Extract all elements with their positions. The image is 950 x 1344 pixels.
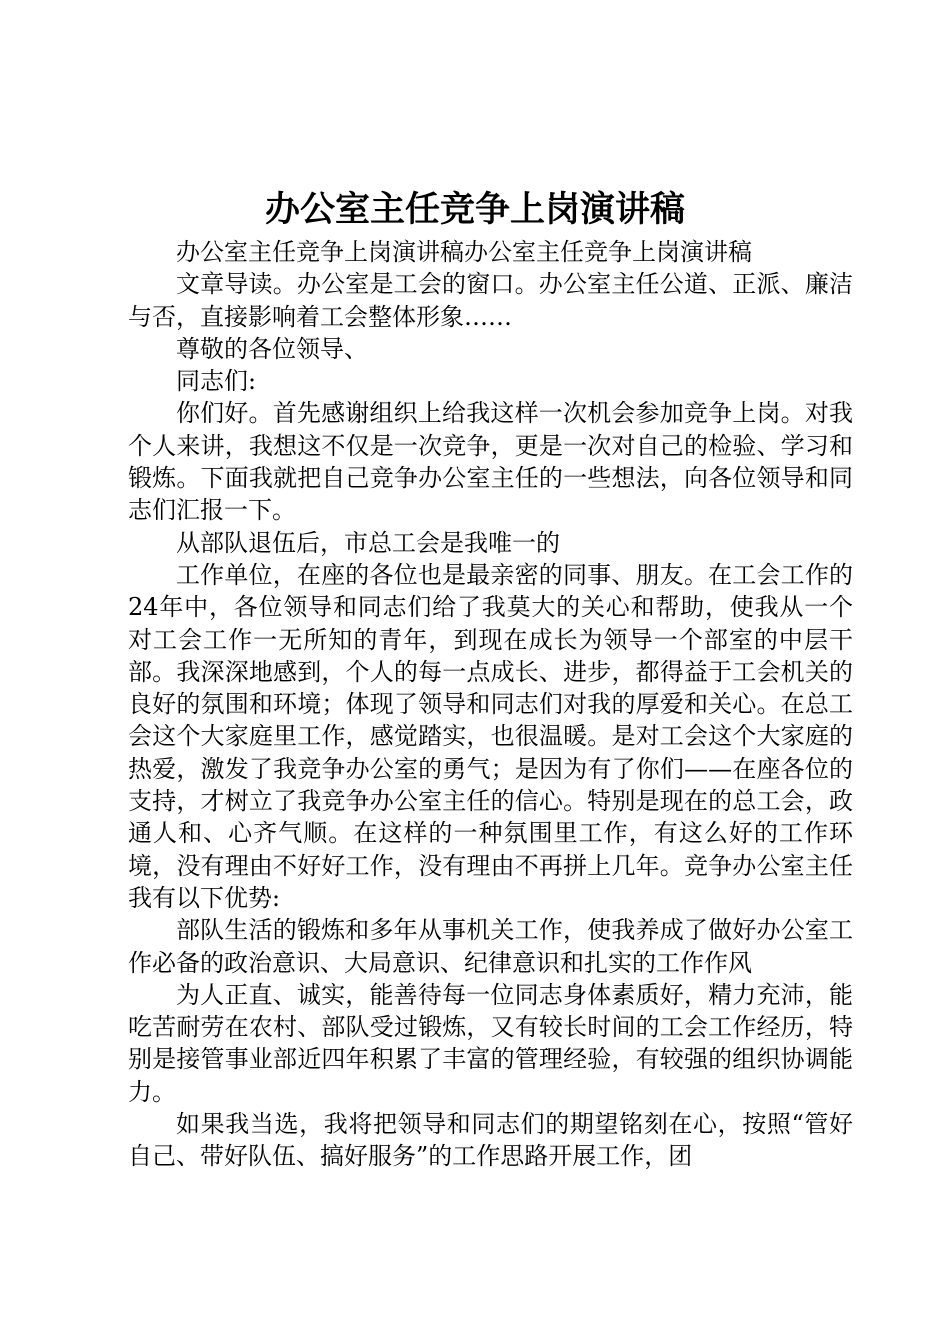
paragraph-pledge: 如果我当选，我将把领导和同志们的期望铭刻在心，按照“管好自己、带好队伍、搞好服务”的工作思路开展工作，团 (128, 1110, 853, 1171)
paragraph-salutation-2: 同志们: (176, 367, 257, 396)
paragraph-advantage-2: 为人正直、诚实，能善待每一位同志身体素质好，精力充沛，能吃苦耐劳在农村、部队受过锻炼，又有较长时间的工会工作经历，特别是接管事业部近四年积累了丰富的管理经验，有较强的组织协调能力。 (128, 980, 853, 1106)
paragraph-advantage-1: 部队生活的锻炼和多年从事机关工作，使我养成了做好办公室工作必备的政治意识、大局意识、纪律意识和扎实的工作作风 (128, 916, 853, 977)
paragraph-background: 从部队退伍后，市总工会是我唯一的 (176, 528, 560, 557)
paragraph-intro: 文章导读。办公室是工会的窗口。办公室主任公道、正派、廉洁与否，直接影响着工会整体形象…… (128, 270, 853, 331)
paragraph-greeting: 你们好。首先感谢组织上给我这样一次机会参加竞争上岗。对我个人来讲，我想这不仅是一次竞争，更是一次对自己的检验、学习和锻炼。下面我就把自己竞争办公室主任的一些想法，向各位领导和同志们汇报一下。 (128, 399, 853, 525)
paragraph-heading-repeat: 办公室主任竞争上岗演讲稿办公室主任竞争上岗演讲稿 (176, 238, 752, 266)
document-title: 办公室主任竞争上岗演讲稿 (264, 189, 685, 230)
document-body (128, 236, 853, 1173)
paragraph-work-history: 工作单位，在座的各位也是最亲密的同事、朋友。在工会工作的24年中，各位领导和同志们给了我莫大的关心和帮助，使我从一个对工会工作一无所知的青年，到现在成长为领导一个部室的中层干部。我深深地感到，个人的每一点成长、进步，都得益于工会机关的良好的氛围和环境；体现了领导和同志们对我的厚爱和关心。在总工会这个大家庭里工作，感觉踏实，也很温暖。是对工会这个大家庭的热爱，激发了我竞争办公室的勇气；是因为有了你们——在座各位的支持，才树立了我竞争办公室主任的信心。特别是现在的总工会，政通人和、心齐气顺。在这样的一种氛围里工作，有这么好的工作环境，没有理由不好好工作，没有理由不再拼上几年。竞争办公室主任我有以下优势: (128, 560, 853, 912)
paragraph-salutation-1: 尊敬的各位领导、 (176, 334, 368, 363)
